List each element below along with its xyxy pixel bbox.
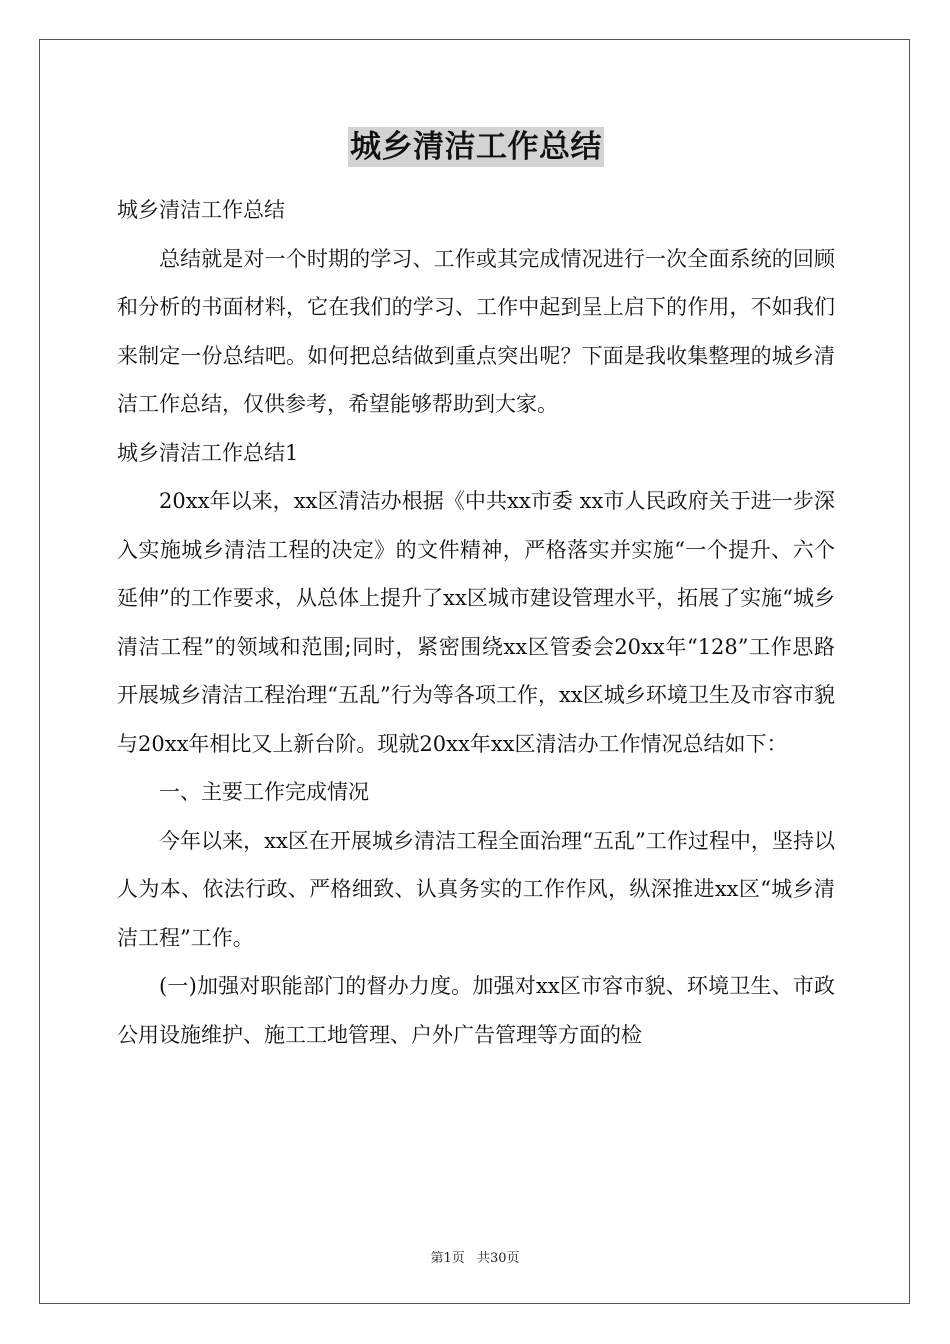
paragraph: 一、主要工作完成情况 xyxy=(159,780,369,804)
document-body xyxy=(117,120,835,1059)
paragraph: 城乡清洁工作总结 xyxy=(117,198,285,222)
paragraph: 城乡清洁工作总结1 xyxy=(117,440,299,465)
paragraph: 今年以来，xx区在开展城乡清洁工程全面治理“五乱”工作过程中，坚持以人为本、依法行政、严格细致、认真务实的工作作风，纵深推进xx区“城乡清洁工程”工作。 xyxy=(117,828,835,950)
page-number: 第1页 xyxy=(430,1251,465,1266)
paragraph-list xyxy=(117,186,835,1059)
document-title-text: 城乡清洁工作总结 xyxy=(350,129,602,165)
page-footer xyxy=(0,1247,950,1266)
paragraph: (一)加强对职能部门的督办力度。加强对xx区市容市貌、环境卫生、市政公用设施维护、施工工地管理、户外广告管理等方面的检 xyxy=(117,974,835,1047)
page-total: 共30页 xyxy=(476,1251,520,1266)
paragraph: 20xx年以来，xx区清洁办根据《中共xx市委 xx市人民政府关于进一步深入实施城乡清洁工程的决定》的文件精神，严格落实并实施“一个提升、六个延伸”的工作要求，从总体上提升了xx区城市建设管理水平，拓展了实施“城乡清洁工程”的领域和范围;同时，紧密围绕xx区管委会20xx年“128”工作思路开展城乡清洁工程治理“五乱”行为等各项工作，xx区城乡环境卫生及市容市貌与20xx年相比又上新台阶。现就20xx年xx区清洁办工作情况总结如下： xyxy=(117,489,835,756)
document-title xyxy=(117,120,835,172)
paragraph: 总结就是对一个时期的学习、工作或其完成情况进行一次全面系统的回顾和分析的书面材料，它在我们的学习、工作中起到呈上启下的作用，不如我们来制定一份总结吧。如何把总结做到重点突出呢？下面是我收集整理的城乡清洁工作总结，仅供参考，希望能够帮助到大家。 xyxy=(117,246,835,416)
